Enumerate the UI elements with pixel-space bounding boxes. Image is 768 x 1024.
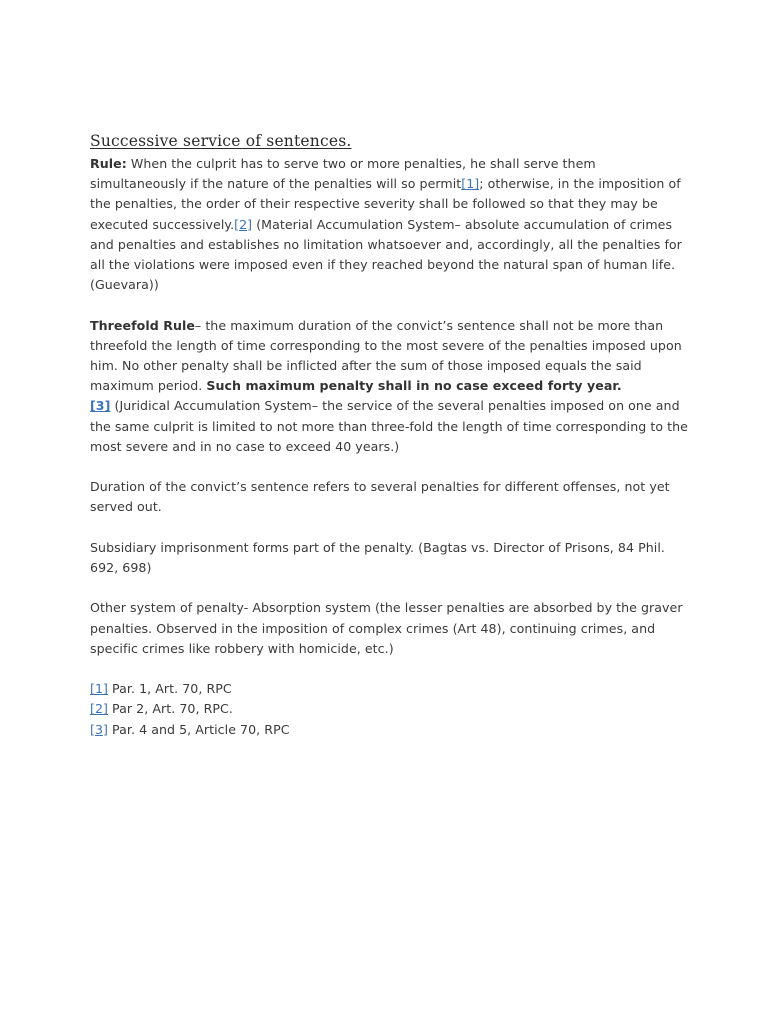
rule-paragraph — [90, 154, 690, 295]
threefold-label: Threefold Rule — [90, 317, 195, 333]
footnote-ref-1[interactable]: [1] — [90, 681, 108, 697]
paragraph-gap — [90, 659, 690, 679]
footnote-link-3[interactable]: [3] — [90, 398, 111, 414]
threefold-text-2: (Juridical Accumulation System– the service of the several penalties imposed on one and the same culprit is limited to not more than three-fold the length of time corresponding to the most severe and in no case to exceed 40 years.) — [90, 398, 688, 454]
subsidiary-paragraph: Subsidiary imprisonment forms part of the penalty. (Bagtas vs. Director of Prisons, 84 Phil. 692, 698) — [90, 539, 665, 576]
rule-text-3: (Material Accumulation System– absolute accumulation of crimes and penalties and establishes no limitation whatsoever and, accordingly, all the penalties for all the violations were imposed even if they reached beyond the natural span of human life. (Guevara)) — [90, 216, 682, 293]
footnote-ref-3[interactable]: [3] — [90, 721, 108, 737]
absorption-paragraph: Other system of penalty- Absorption system (the lesser penalties are absorbed by the graver penalties. Observed in the imposition of complex crimes (Art 48), continuing crimes, and specific crimes like robbery with homicide, etc.) — [90, 600, 683, 656]
rule-label: Rule: — [90, 156, 127, 171]
section-heading: Successive service of sentences. — [90, 132, 352, 150]
paragraph-gap — [90, 457, 690, 477]
footnote-item — [90, 699, 690, 719]
footnote-text-2: Par 2, Art. 70, RPC. — [108, 701, 233, 717]
footnote-text-1: Par. 1, Art. 70, RPC — [108, 681, 232, 697]
footnote-link-1[interactable]: [1] — [461, 176, 480, 192]
footnotes — [90, 679, 690, 740]
paragraph-gap — [90, 518, 690, 538]
footnote-ref-2[interactable]: [2] — [90, 701, 108, 717]
footnote-item — [90, 720, 690, 740]
threefold-bold-text: Such maximum penalty shall in no case exceed forty year. — [206, 378, 622, 394]
threefold-paragraph — [90, 316, 690, 457]
threefold-text-1: – the maximum duration of the convict’s sentence shall not be more than threefold the length of time corresponding to the most severe of the penalties imposed upon him. No other penalty shall be inflicted after the sum of those imposed equals the said maximum period. — [90, 317, 682, 394]
rule-text-1: When the culprit has to serve two or more penalties, he shall serve them simultaneously if the nature of the penalties will so permit — [90, 156, 596, 192]
footnote-item — [90, 679, 690, 699]
paragraph-gap — [90, 295, 690, 315]
rule-text-2: ; otherwise, in the imposition of the penalties, the order of their respective severity shall be followed so that they may be executed successively. — [90, 176, 681, 232]
paragraph-gap — [90, 578, 690, 598]
footnote-link-2[interactable]: [2] — [234, 216, 253, 232]
document-page — [90, 130, 690, 740]
duration-paragraph: Duration of the convict’s sentence refers to several penalties for different offenses, not yet served out. — [90, 479, 670, 515]
footnote-text-3: Par. 4 and 5, Article 70, RPC — [108, 721, 290, 737]
